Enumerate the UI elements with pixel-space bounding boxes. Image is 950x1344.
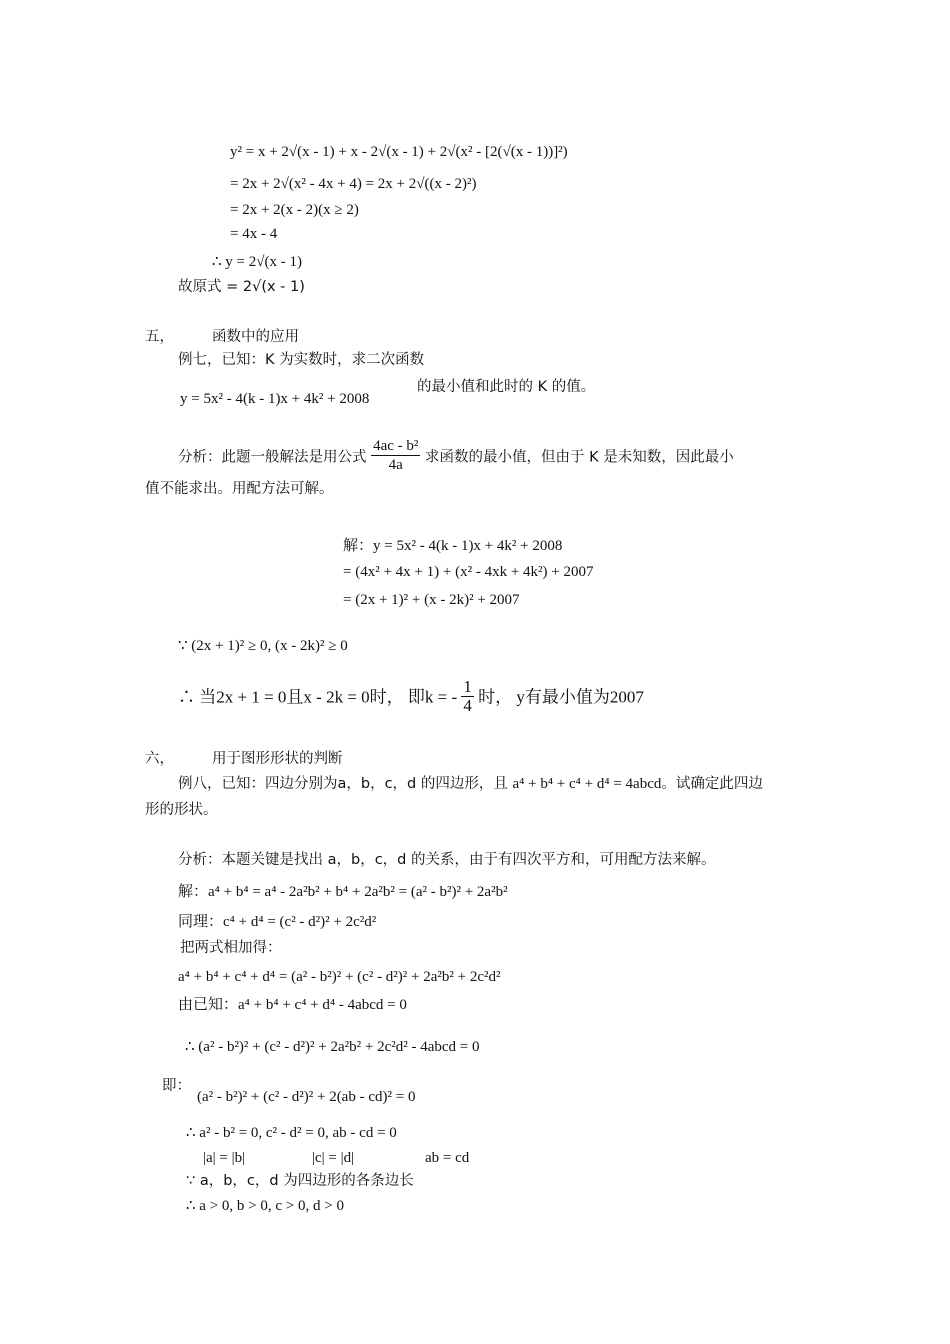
equation-line: 解：a⁴ + b⁴ = a⁴ - 2a²b² + b⁴ + 2a²b² = (a² - b²)² + 2a²b²: [178, 884, 508, 900]
formula-denominator: 4a: [388, 457, 403, 473]
given-equation: a⁴ + b⁴ + c⁴ + d⁴ = 4abcd: [512, 776, 662, 792]
text-line: 值不能求出。用配方法可解。: [145, 481, 334, 497]
section-number: 六，: [145, 751, 174, 767]
text-line: 的最小值和此时的 K 的值。: [417, 379, 596, 395]
equation-line: = 2x + 2√(x² - 4x + 4) = 2x + 2√((x - 2)²): [230, 176, 477, 192]
equation-line: = 2x + 2(x - 2)(x ≥ 2): [230, 202, 359, 218]
example-text: 例八，已知：四边分别为: [178, 776, 338, 792]
equation-line: ∵ (2x + 1)² ≥ 0, (x - 2k)² ≥ 0: [178, 638, 348, 654]
section-heading: 函数中的应用: [212, 329, 299, 345]
formula-numerator: 4ac - b²: [373, 438, 419, 454]
equation-line: y = 5x² - 4(k - 1)x + 4k² + 2008: [180, 391, 370, 407]
equation-line: (a² - b²)² + (c² - d²)² + 2(ab - cd)² = 0: [197, 1089, 416, 1105]
text-line: 例七，已知：K 为实数时，求二次函数: [178, 352, 425, 368]
equation-line: ∴ a > 0, b > 0, c > 0, d > 0: [186, 1198, 344, 1214]
vertex-formula: [371, 437, 420, 474]
equation-line: ab = cd: [425, 1150, 470, 1166]
equation-line: a⁴ + b⁴ + c⁴ + d⁴ = (a² - b²)² + (c² - d²)² + 2a²b² + 2c²d²: [178, 969, 501, 985]
text-line: [178, 439, 734, 476]
equation-line: = 4x - 4: [230, 226, 278, 242]
fraction-denominator: 4: [463, 696, 472, 715]
example-text: a，b，c，d 的四边形，且: [337, 776, 508, 792]
equation-line: ∴ a² - b² = 0, c² - d² = 0, ab - cd = 0: [186, 1125, 397, 1141]
section-heading: 用于图形形状的判断: [212, 751, 343, 767]
conclusion-line: [178, 677, 644, 717]
analysis-text: 分析：此题一般解法是用公式: [178, 449, 367, 466]
fraction-numerator: 1: [463, 677, 472, 696]
one-quarter-fraction: [461, 678, 474, 715]
equation-line: 解：y = 5x² - 4(k - 1)x + 4k² + 2008: [343, 538, 563, 554]
text-line: 故原式 = 2√(x - 1): [178, 279, 305, 295]
equation-line: |c| = |d|: [312, 1150, 355, 1166]
conclusion-text: 时， y有最小值为2007: [478, 687, 644, 707]
equation-line: |a| = |b|: [203, 1150, 246, 1166]
equation-line: ∴ (a² - b²)² + (c² - d²)² + 2a²b² + 2c²d² - 4abcd = 0: [185, 1039, 480, 1055]
text-line: 分析：本题关键是找出 a，b，c，d 的关系，由于有四次平方和，可用配方法来解。: [178, 852, 716, 868]
text-line: ∵ a，b，c，d 为四边形的各条边长: [186, 1173, 414, 1189]
text-line: 即：: [162, 1078, 191, 1094]
text-line: 把两式相加得：: [180, 940, 282, 956]
equation-line: = (4x² + 4x + 1) + (x² - 4xk + 4k²) + 2007: [343, 564, 594, 580]
equation-line: y² = x + 2√(x - 1) + x - 2√(x - 1) + 2√(x² - [2(√(x - 1))]²): [230, 144, 568, 160]
equation-line: = (2x + 1)² + (x - 2k)² + 2007: [343, 592, 520, 608]
analysis-text: 求函数的最小值，但由于 K 是未知数，因此最小: [425, 449, 734, 466]
conclusion-text: ∴ 当2x + 1 = 0且x - 2k = 0时， 即k = -: [178, 687, 458, 707]
equation-line: 由已知：a⁴ + b⁴ + c⁴ + d⁴ - 4abcd = 0: [178, 997, 407, 1013]
section-number: 五，: [145, 329, 174, 345]
text-line: 形的形状。: [145, 802, 218, 818]
example-text: 。试确定此四边: [661, 776, 763, 792]
equation-line: 同理：c⁴ + d⁴ = (c² - d²)² + 2c²d²: [178, 914, 377, 930]
text-line: [178, 775, 763, 793]
equation-line: ∴ y = 2√(x - 1): [212, 254, 302, 270]
